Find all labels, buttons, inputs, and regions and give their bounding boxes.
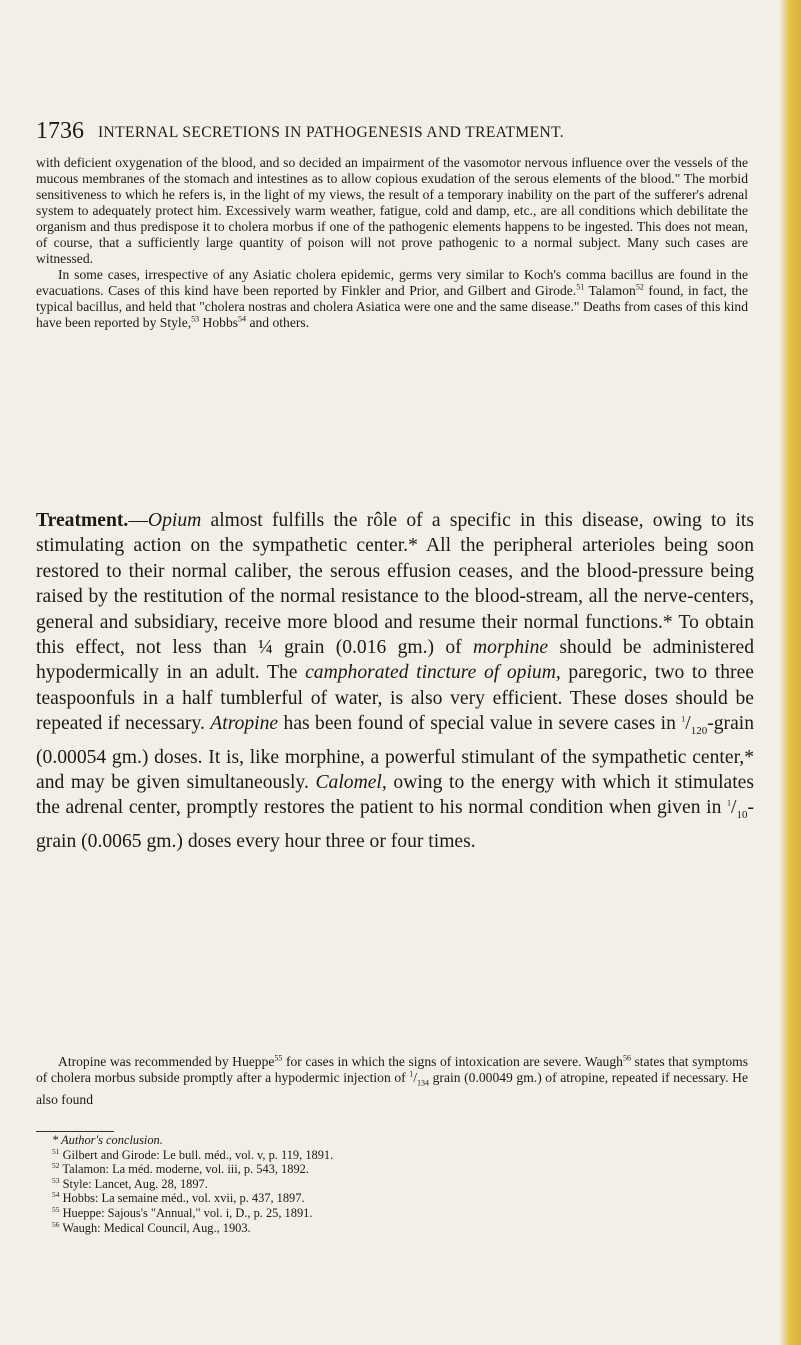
- footnote-ref: 55: [274, 1053, 283, 1063]
- body-small-block-1: [36, 155, 748, 331]
- footnote-ref: 53: [191, 314, 200, 324]
- footnote: $^{53}$ Style: Lancet, Aug. 28, 1897.: [52, 1175, 208, 1191]
- footnote-ref: 56: [622, 1053, 631, 1063]
- footnote-ref: 52: [635, 282, 644, 292]
- page-header: [36, 118, 756, 146]
- fraction-denominator: 10: [736, 809, 748, 822]
- page-edge-decoration: [779, 0, 801, 1345]
- page-number: 1736: [36, 118, 84, 144]
- fraction-numerator: 1: [727, 798, 732, 808]
- footnote: $^{56}$ Waugh: Medical Council, Aug., 1903.: [52, 1219, 251, 1235]
- footnote-divider: [36, 1131, 114, 1132]
- footnote: $^{52}$ Talamon: La méd. moderne, vol. iii, p. 543, 1892.: [52, 1161, 309, 1177]
- paragraph-cholera-bacillus: In some cases, irrespective of any Asiatic cholera epidemic, germs very similar to Koch's comma bacillus are found in the evacuations. Cases of this kind have been reported by Finkler and Prior, and Gilbert and Girode.$^{51}$ Talamon$^{52}$ found, in fact, the typical bacillus, and held that "cholera nostras and cholera Asiatica were one and the same disease." Deaths from cases of this kind have been reported by Style,$^{53}$ Hobbs$^{54}$ and others.: [36, 267, 748, 330]
- paragraph-atropine-recommendation: Atropine was recommended by Hueppe$^{55}$ for cases in which the signs of intoxication are severe. Waugh$^{56}$ states that symptoms of cholera morbus subside promptly after a hypodermic injection of $^1/_{134}$ grain (0.00049 gm.) of atropine, repeated if necessary. He also found: [36, 1053, 749, 1107]
- footnotes: [52, 1133, 752, 1235]
- fraction-denominator: 120: [690, 725, 708, 738]
- paragraph-cholera-sensitiveness: with deficient oxygenation of the blood, and so decided an impairment of the vasomotor nervous influence over the vessels of the mucous membranes of the stomach and intestines as to allow copious exudation of the serous elements of the blood." The morbid sensitiveness to which he refers is, in the light of my views, the result of a temporary inability on the part of the sufferer's adrenal system to adequately protect him. Excessively warm weather, fatigue, cold and damp, etc., are all conditions which debilitate the organism and thus predispose it to cholera morbus if one of the pathogenic elements happens to be ingested. This does not mean, of course, that a sufficiently large quantity of poison will not prove pathogenic to a normal subject. Many such cases are witnessed.: [36, 155, 748, 266]
- fraction-denominator: 134: [417, 1078, 430, 1088]
- fraction-numerator: 1: [409, 1069, 414, 1079]
- running-title: INTERNAL SECRETIONS IN PATHOGENESIS AND TREATMENT.: [98, 124, 565, 141]
- body-small-block-2: [36, 1054, 748, 1108]
- footnote-ref: 51: [576, 282, 585, 292]
- section-heading-treatment: Treatment.: [36, 510, 129, 531]
- footnote: $^{51}$ Gilbert and Girode: Le bull. méd., vol. v, p. 119, 1891.: [52, 1146, 334, 1162]
- footnote: $^{54}$ Hobbs: La semaine méd., vol. xvii, p. 437, 1897.: [52, 1190, 305, 1206]
- fraction-numerator: 1: [681, 714, 686, 724]
- footnote-ref: 54: [238, 314, 247, 324]
- paragraph-treatment: Treatment.—Opium almost fulfills the rôle of a specific in this disease, owing to its stimulating action on the sympathetic center.* All the peripheral arterioles being soon restored to their normal caliber, the serous effusion ceases, and the blood-pressure being raised by the restitution of the normal resistance to the blood-stream, all the nerve-centers, general and subsidiary, receive more blood and resume their normal functions.* To obtain this effect, not less than ¼ grain (0.016 gm.) of morphine should be administered hypodermically in an adult. The camphorated tincture of opium, paregoric, two to three teaspoonfuls in a half tumblerful of water, is also very efficient. These doses should be repeated if necessary. Atropine has been found of special value in severe cases in $^1/_{120}$-grain (0.00054 gm.) doses. It is, like morphine, a powerful stimulant of the sympathetic center,* and may be given simultaneously. Calomel, owing to the energy with which it stimulates the adrenal center, promptly restores the patient to his normal condition when given in $^1/_{10}$-grain (0.0065 gm.) doses every hour three or four times.: [36, 510, 755, 852]
- treatment-section: [36, 508, 754, 854]
- footnote-author: * Author's conclusion.: [52, 1133, 163, 1147]
- footnote: $^{55}$ Hueppe: Sajous's "Annual," vol. i, D., p. 25, 1891.: [52, 1204, 313, 1220]
